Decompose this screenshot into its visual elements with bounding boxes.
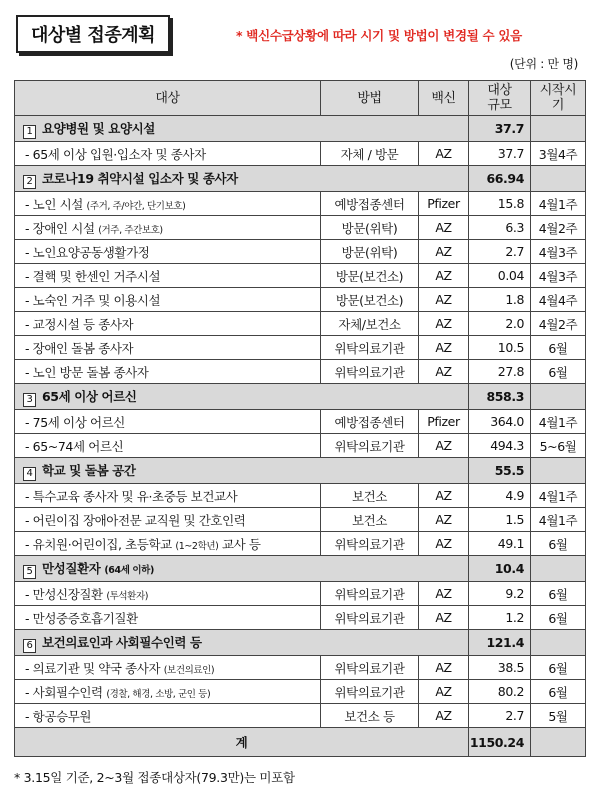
row-size: 80.2	[469, 680, 531, 704]
row-target-note: (보건의료인)	[163, 664, 215, 676]
row-target-text: - 만성신장질환	[25, 586, 103, 602]
row-target-text: - 장애인 시설	[25, 220, 95, 236]
row-target-text: - 노숙인 거주 및 이용시설	[25, 292, 161, 308]
section-row	[15, 166, 586, 192]
row-size: 37.7	[469, 142, 531, 166]
row-size: 9.2	[469, 582, 531, 606]
section-number: 5	[23, 565, 36, 579]
row-vaccine: AZ	[419, 360, 469, 384]
section-name: 65세 이상 어르신	[42, 388, 137, 404]
unit-label: (단위 : 만 명)	[509, 57, 578, 71]
header-target: 대상	[15, 81, 321, 116]
section-row	[15, 116, 586, 142]
section-name-cell	[15, 630, 469, 656]
section-empty	[531, 116, 586, 142]
row-method: 방문(보건소)	[321, 288, 419, 312]
row-start: 6월	[531, 680, 586, 704]
row-target-note: (1~2학년)	[175, 540, 219, 552]
table-row	[15, 264, 586, 288]
section-empty	[531, 458, 586, 484]
section-empty	[531, 166, 586, 192]
row-method: 방문(위탁)	[321, 240, 419, 264]
row-vaccine: AZ	[419, 606, 469, 630]
row-size: 15.8	[469, 192, 531, 216]
row-method: 자체 / 방문	[321, 142, 419, 166]
row-vaccine: Pfizer	[419, 410, 469, 434]
table-row	[15, 336, 586, 360]
table-row	[15, 434, 586, 458]
row-target-text: - 유치원·어린이집, 초등학교	[25, 536, 172, 552]
row-method: 방문(위탁)	[321, 216, 419, 240]
row-vaccine: AZ	[419, 142, 469, 166]
section-name: 만성질환자	[42, 560, 101, 576]
row-vaccine: AZ	[419, 336, 469, 360]
row-target	[15, 508, 321, 532]
row-start: 6월	[531, 606, 586, 630]
section-name: 보건의료인과 사회필수인력 등	[42, 634, 202, 650]
row-method: 위탁의료기관	[321, 606, 419, 630]
row-target-text: - 의료기관 및 약국 종사자	[25, 660, 161, 676]
row-method: 위탁의료기관	[321, 582, 419, 606]
total-empty	[531, 728, 586, 757]
row-vaccine: AZ	[419, 312, 469, 336]
table-row	[15, 484, 586, 508]
document-title: 대상별 접종계획	[16, 15, 170, 53]
row-size: 2.7	[469, 240, 531, 264]
row-start: 4월3주	[531, 240, 586, 264]
table-row	[15, 410, 586, 434]
header-vaccine: 백신	[419, 81, 469, 116]
row-target-text: - 노인 시설	[25, 196, 83, 212]
footnote: * 3.15일 기준, 2~3월 접종대상자(79.3만)는 미포함	[14, 770, 295, 785]
section-total: 66.94	[469, 166, 531, 192]
section-name-cell	[15, 116, 469, 142]
row-start: 4월4주	[531, 288, 586, 312]
section-total: 55.5	[469, 458, 531, 484]
row-start: 4월1주	[531, 410, 586, 434]
row-size: 1.8	[469, 288, 531, 312]
row-method: 위탁의료기관	[321, 434, 419, 458]
vaccination-plan-table	[14, 80, 586, 757]
table-row	[15, 312, 586, 336]
row-vaccine: AZ	[419, 484, 469, 508]
row-target	[15, 484, 321, 508]
section-total: 121.4	[469, 630, 531, 656]
row-method: 보건소	[321, 508, 419, 532]
section-row	[15, 630, 586, 656]
row-start: 4월1주	[531, 192, 586, 216]
row-target-text: - 노인요양공동생활가정	[25, 244, 150, 260]
section-name: 요양병원 및 요양시설	[42, 120, 155, 136]
table-row	[15, 656, 586, 680]
row-size: 1.5	[469, 508, 531, 532]
section-name-cell	[15, 384, 469, 410]
row-method: 위탁의료기관	[321, 532, 419, 556]
header-start: 시작시기	[531, 81, 586, 116]
change-notice: * 백신수급상황에 따라 시기 및 방법이 변경될 수 있음	[236, 28, 522, 43]
row-target-text: - 어린이집 장애아전문 교직원 및 간호인력	[25, 512, 246, 528]
row-method: 위탁의료기관	[321, 680, 419, 704]
section-total: 858.3	[469, 384, 531, 410]
section-number: 1	[23, 125, 36, 139]
row-target-text: - 만성중증호흡기질환	[25, 610, 138, 626]
row-target-note: (경찰, 해경, 소방, 군인 등)	[106, 688, 211, 700]
row-vaccine: AZ	[419, 680, 469, 704]
row-target-note: (투석환자)	[106, 590, 149, 602]
table-row	[15, 582, 586, 606]
table-row	[15, 704, 586, 728]
row-start: 4월1주	[531, 484, 586, 508]
table-row	[15, 532, 586, 556]
row-target	[15, 216, 321, 240]
total-label: 계	[15, 728, 469, 757]
row-size: 10.5	[469, 336, 531, 360]
row-vaccine: AZ	[419, 582, 469, 606]
section-name: 코로나19 취약시설 입소자 및 종사자	[42, 170, 238, 186]
row-vaccine: AZ	[419, 264, 469, 288]
row-method: 위탁의료기관	[321, 336, 419, 360]
section-empty	[531, 556, 586, 582]
section-empty	[531, 630, 586, 656]
row-size: 2.0	[469, 312, 531, 336]
table-row	[15, 142, 586, 166]
table-row	[15, 508, 586, 532]
section-name-note: (64세 이하)	[104, 564, 154, 576]
row-target-text: - 노인 방문 돌봄 종사자	[25, 364, 149, 380]
row-size: 4.9	[469, 484, 531, 508]
row-target-text: - 75세 이상 어르신	[25, 414, 125, 430]
row-target	[15, 192, 321, 216]
row-target	[15, 434, 321, 458]
row-target	[15, 582, 321, 606]
row-method: 예방접종센터	[321, 410, 419, 434]
row-target	[15, 288, 321, 312]
row-target-text: - 65세 이상 입원·입소자 및 종사자	[25, 146, 206, 162]
row-vaccine: AZ	[419, 532, 469, 556]
row-target	[15, 240, 321, 264]
row-size: 49.1	[469, 532, 531, 556]
row-start: 6월	[531, 360, 586, 384]
row-target-text: - 결핵 및 한센인 거주시설	[25, 268, 161, 284]
section-name-cell	[15, 458, 469, 484]
header-method: 방법	[321, 81, 419, 116]
section-row	[15, 384, 586, 410]
total-value: 1150.24	[469, 728, 531, 757]
row-method: 보건소 등	[321, 704, 419, 728]
row-start: 4월2주	[531, 312, 586, 336]
section-name: 학교 및 돌봄 공간	[42, 462, 136, 478]
row-vaccine: AZ	[419, 216, 469, 240]
row-start: 6월	[531, 656, 586, 680]
row-start: 4월1주	[531, 508, 586, 532]
row-start: 6월	[531, 582, 586, 606]
row-target	[15, 704, 321, 728]
table-row	[15, 192, 586, 216]
row-size: 494.3	[469, 434, 531, 458]
section-total: 37.7	[469, 116, 531, 142]
row-target-text: - 사회필수인력	[25, 684, 103, 700]
row-vaccine: AZ	[419, 656, 469, 680]
row-start: 3월4주	[531, 142, 586, 166]
row-target	[15, 264, 321, 288]
row-method: 보건소	[321, 484, 419, 508]
table-row	[15, 240, 586, 264]
row-target-text: - 장애인 돌봄 종사자	[25, 340, 134, 356]
total-row	[15, 728, 586, 757]
table-row	[15, 216, 586, 240]
row-size: 0.04	[469, 264, 531, 288]
section-number: 4	[23, 467, 36, 481]
row-method: 자체/보건소	[321, 312, 419, 336]
table-row	[15, 680, 586, 704]
header-size: 대상 규모	[469, 81, 531, 116]
row-target-text: - 항공승무원	[25, 708, 92, 724]
row-size: 364.0	[469, 410, 531, 434]
row-vaccine: AZ	[419, 704, 469, 728]
table-body	[15, 116, 586, 728]
row-size: 38.5	[469, 656, 531, 680]
row-target	[15, 410, 321, 434]
row-target-text: - 특수교육 종사자 및 유·초중등 보건교사	[25, 488, 238, 504]
row-vaccine: AZ	[419, 434, 469, 458]
row-size: 1.2	[469, 606, 531, 630]
row-target-note: (주거, 주/야간, 단기보호)	[86, 200, 186, 212]
row-method: 위탁의료기관	[321, 656, 419, 680]
section-empty	[531, 384, 586, 410]
row-vaccine: AZ	[419, 240, 469, 264]
row-target-tail: 교사 등	[218, 536, 261, 552]
table-row	[15, 606, 586, 630]
row-vaccine: Pfizer	[419, 192, 469, 216]
row-target	[15, 680, 321, 704]
row-start: 5월	[531, 704, 586, 728]
row-start: 5~6월	[531, 434, 586, 458]
row-start: 6월	[531, 532, 586, 556]
row-target	[15, 656, 321, 680]
row-method: 방문(보건소)	[321, 264, 419, 288]
row-start: 4월3주	[531, 264, 586, 288]
section-name-cell	[15, 556, 469, 582]
row-target-text: - 교정시설 등 종사자	[25, 316, 134, 332]
row-target	[15, 360, 321, 384]
row-target-note: (거주, 주간보호)	[98, 224, 163, 236]
section-name-cell	[15, 166, 469, 192]
row-target	[15, 142, 321, 166]
section-number: 3	[23, 393, 36, 407]
table-header	[15, 81, 586, 116]
row-target	[15, 312, 321, 336]
row-size: 27.8	[469, 360, 531, 384]
row-target	[15, 606, 321, 630]
section-row	[15, 458, 586, 484]
row-method: 예방접종센터	[321, 192, 419, 216]
row-vaccine: AZ	[419, 288, 469, 312]
row-size: 2.7	[469, 704, 531, 728]
row-size: 6.3	[469, 216, 531, 240]
row-start: 4월2주	[531, 216, 586, 240]
table-row	[15, 288, 586, 312]
section-number: 2	[23, 175, 36, 189]
row-vaccine: AZ	[419, 508, 469, 532]
table-row	[15, 360, 586, 384]
section-number: 6	[23, 639, 36, 653]
row-start: 6월	[531, 336, 586, 360]
row-target	[15, 532, 321, 556]
section-total: 10.4	[469, 556, 531, 582]
row-target	[15, 336, 321, 360]
section-row	[15, 556, 586, 582]
row-target-text: - 65~74세 어르신	[25, 438, 124, 454]
row-method: 위탁의료기관	[321, 360, 419, 384]
